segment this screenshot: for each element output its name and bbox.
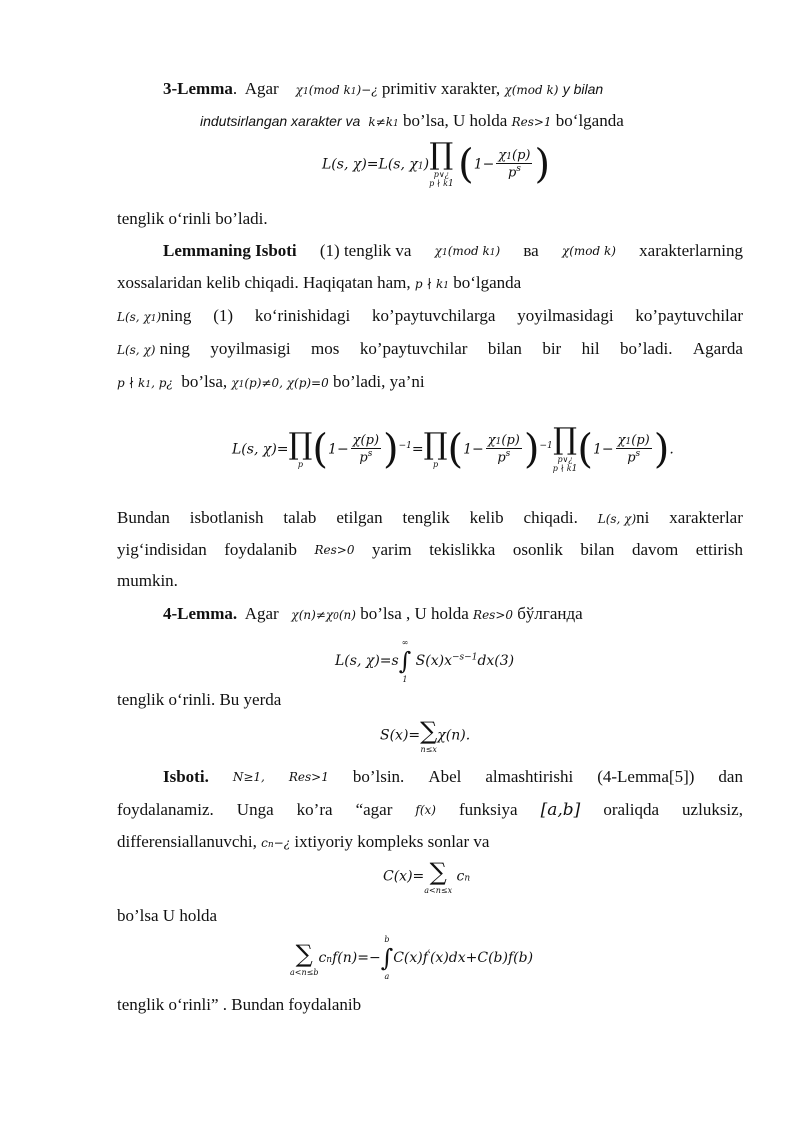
proof3-word: ettirish — [695, 540, 743, 559]
lemma3-after: tenglik o‘rinli bo’ladi. — [117, 209, 268, 228]
math-k-neq-k1: k≠k1 — [364, 115, 399, 129]
math-L-s-chi: L(s, χ) — [117, 343, 156, 357]
math-chi1p-neq0: χ1(p)≠0, χ(p)=0 — [231, 376, 329, 390]
math-N-ge-1: N≥1, — [232, 770, 265, 784]
proof4-line1 — [163, 766, 743, 788]
proof3-line2 — [117, 272, 521, 297]
math-chi1-modk1-b: χ1(mod k1) — [434, 244, 501, 258]
proof3-heading: Lemmaning Isboti — [163, 241, 297, 260]
lemma4-mid: bo’lsa , U holda — [360, 604, 469, 623]
proof3-line4 — [117, 338, 743, 361]
proof3-word: ning — [159, 339, 190, 358]
lemma3-line1-tail: y bilan — [562, 81, 604, 97]
equation-lemma4-integral: L(s, χ)=s ∞ ∫ 1 $S(x)x^{-s-1}dx(3)$ — [335, 638, 515, 684]
proof3-word: ni — [636, 508, 650, 527]
proof3-text: bo‘lganda — [453, 273, 522, 292]
math-interval-ab: [a,b] — [540, 800, 581, 820]
proof3-text: ва — [523, 241, 539, 260]
proof3-word: davom — [631, 540, 679, 559]
proof4-line3 — [117, 831, 489, 856]
proof3-word: xarakterlar — [669, 508, 743, 527]
proof3-word: ko’paytuvchilarga — [372, 306, 496, 325]
proof3-line7 — [117, 539, 743, 561]
proof3-word: ko‘rinishidagi — [254, 306, 351, 325]
lemma3-line2b: bo’lsa, U holda — [402, 111, 508, 130]
math-L-s-chi1: L(s, χ1) — [117, 310, 162, 324]
proof4-word: oraliqda — [603, 800, 660, 819]
equation-euler-product: L(s, χ)=∏ p (1− $\frac{\chi(p)}{p^s}$ )$^{-1}$=∏ p (1− $\frac{\chi 1(p)}{p^s}$ )$^{-1}$∏ p∨¿ p ∤ k1 (1− $\frac{\chi 1(p)}{p^s}$ ). — [232, 422, 674, 474]
proof4-heading: Isboti. — [163, 767, 209, 786]
lemma3-line1: 3-Lemma. Agar χ1(mod k1)−¿ primitiv xarakter, χ(mod k) y bilan — [163, 79, 604, 98]
lemma4-line1 — [163, 603, 583, 628]
proof4-word: almashtirishi — [485, 767, 574, 786]
math-res-gt-0-b: Res>0 — [473, 608, 514, 622]
proof4-word: dan — [718, 767, 743, 786]
math-p-nmid-k1-p: p ∤ k1, p¿ — [117, 376, 173, 390]
proof3-text: bo’ladi, ya’ni — [333, 372, 425, 391]
proof3-word: osonlik — [512, 540, 563, 559]
proof3-word: tekislikka — [429, 540, 496, 559]
math-chi-modk: χ(mod k) — [504, 83, 559, 97]
proof4-text: ixtiyoriy kompleks sonlar va — [294, 832, 490, 851]
proof3-text: xarakterlarning — [639, 241, 743, 260]
lemma3-line2c: bo‘lganda — [555, 111, 624, 130]
proof3-word: yig‘indisidan — [117, 540, 207, 559]
math-p-nmid-k1: p ∤ k1 — [414, 277, 449, 291]
proof4-word: bo’lsin. — [352, 767, 405, 786]
proof3-text: bo’lsa, — [181, 372, 228, 391]
math-res-gt-0: Res>0 — [314, 543, 355, 557]
math-chi1-modk1: χ1(mod k1)−¿ — [295, 83, 378, 97]
lemma3-line2a: indutsirlangan xarakter va — [200, 113, 361, 129]
proof3-word: ning — [161, 306, 192, 325]
lemma3-heading: 3-Lemma — [163, 79, 233, 98]
math-chi-modk-b: χ(mod k) — [561, 244, 616, 258]
lemma4-after: tenglik o‘rinli. Bu yerda — [117, 690, 282, 709]
proof3-word: (1) — [213, 306, 234, 325]
proof3-word: bilan — [487, 339, 522, 358]
proof3-word: yoyilmasigi — [210, 339, 291, 358]
proof3-word: talab — [283, 508, 317, 527]
math-cn: cn−¿ — [261, 836, 291, 850]
math-res-gt-1-b: Res>1 — [288, 770, 329, 784]
equation-sum-chi: S(x)=∑ n≤x χ(n). — [380, 717, 471, 754]
proof4-line4: bo’lsa U holda — [117, 906, 218, 925]
proof3-word: bir — [542, 339, 562, 358]
proof3-line8: mumkin. — [117, 571, 178, 590]
proof4-line2 — [117, 799, 743, 821]
proof4-word: (4-Lemma[5]) — [597, 767, 695, 786]
lemma3-agar: Agar — [244, 79, 279, 98]
lemma3-line1-rest: primitiv xarakter, — [381, 79, 501, 98]
proof4-word: “agar — [355, 800, 393, 819]
equation-lemma3: L(s, χ)=L(s, χ1)∏ p∨¿ p ∤ k1 (1− $\frac{\chi 1(p)}{p^s}$ ) — [322, 137, 551, 189]
proof3-line3 — [117, 305, 743, 330]
proof4-word: Unga — [236, 800, 274, 819]
proof3-text: (1) tenglik va — [319, 241, 412, 260]
proof3-word: bo’ladi. — [620, 339, 673, 358]
lemma4-agar: Agar — [244, 604, 279, 623]
proof3-line1 — [163, 240, 743, 264]
proof3-word: hil — [581, 339, 600, 358]
proof4-word: ko’ra — [296, 800, 333, 819]
proof3-word: Bundan — [117, 508, 170, 527]
proof3-word: yoyilmasidagi — [517, 306, 614, 325]
proof4-word: funksiya — [459, 800, 518, 819]
lemma3-line2 — [200, 110, 624, 135]
proof3-word: tenglik — [402, 508, 450, 527]
math-L-s-chi-c: L(s, χ) — [597, 512, 637, 526]
math-f-x: f(x) — [415, 803, 436, 817]
proof3-word: yarim — [372, 540, 412, 559]
proof3-word: etilgan — [336, 508, 383, 527]
proof3-word: chiqadi. — [523, 508, 578, 527]
lemma4-heading: 4-Lemma. — [163, 604, 238, 623]
proof3-word: foydalanib — [224, 540, 297, 559]
proof4-word: Abel — [428, 767, 462, 786]
proof4-word: foydalanamiz. — [117, 800, 214, 819]
proof3-word: bilan — [580, 540, 615, 559]
proof3-word: Agarda — [692, 339, 743, 358]
proof3-line6 — [117, 507, 743, 530]
math-res-gt-1: Res>1 — [511, 115, 552, 129]
proof4-word: uzluksiz, — [682, 800, 743, 819]
proof3-text: xossalaridan kelib chiqadi. Haqiqatan ham, — [117, 273, 411, 292]
proof3-word: mos — [311, 339, 340, 358]
equation-partial-sum: C(x)= ∑ a<n≤x cn — [383, 858, 471, 895]
proof4-text: differensiallanuvchi, — [117, 832, 257, 851]
lemma4-tail: бўлганда — [517, 604, 583, 623]
proof3-word: kelib — [469, 508, 504, 527]
math-chi-n-neq-chi0-n: χ(n)≠χ0(n) — [291, 608, 356, 622]
proof3-word: isbotlanish — [189, 508, 264, 527]
proof3-line5 — [117, 371, 425, 396]
equation-abel-summation: ∑ a<n≤b cnf(n)=− b ∫ a C(x)f′(x)dx+C(b)f(b) — [290, 935, 534, 981]
proof3-word: ko’paytuvchilar — [359, 339, 468, 358]
proof3-word: ko’paytuvchilar — [635, 306, 743, 325]
proof4-line5: tenglik o‘rinli” . Bundan foydalanib — [117, 995, 362, 1014]
